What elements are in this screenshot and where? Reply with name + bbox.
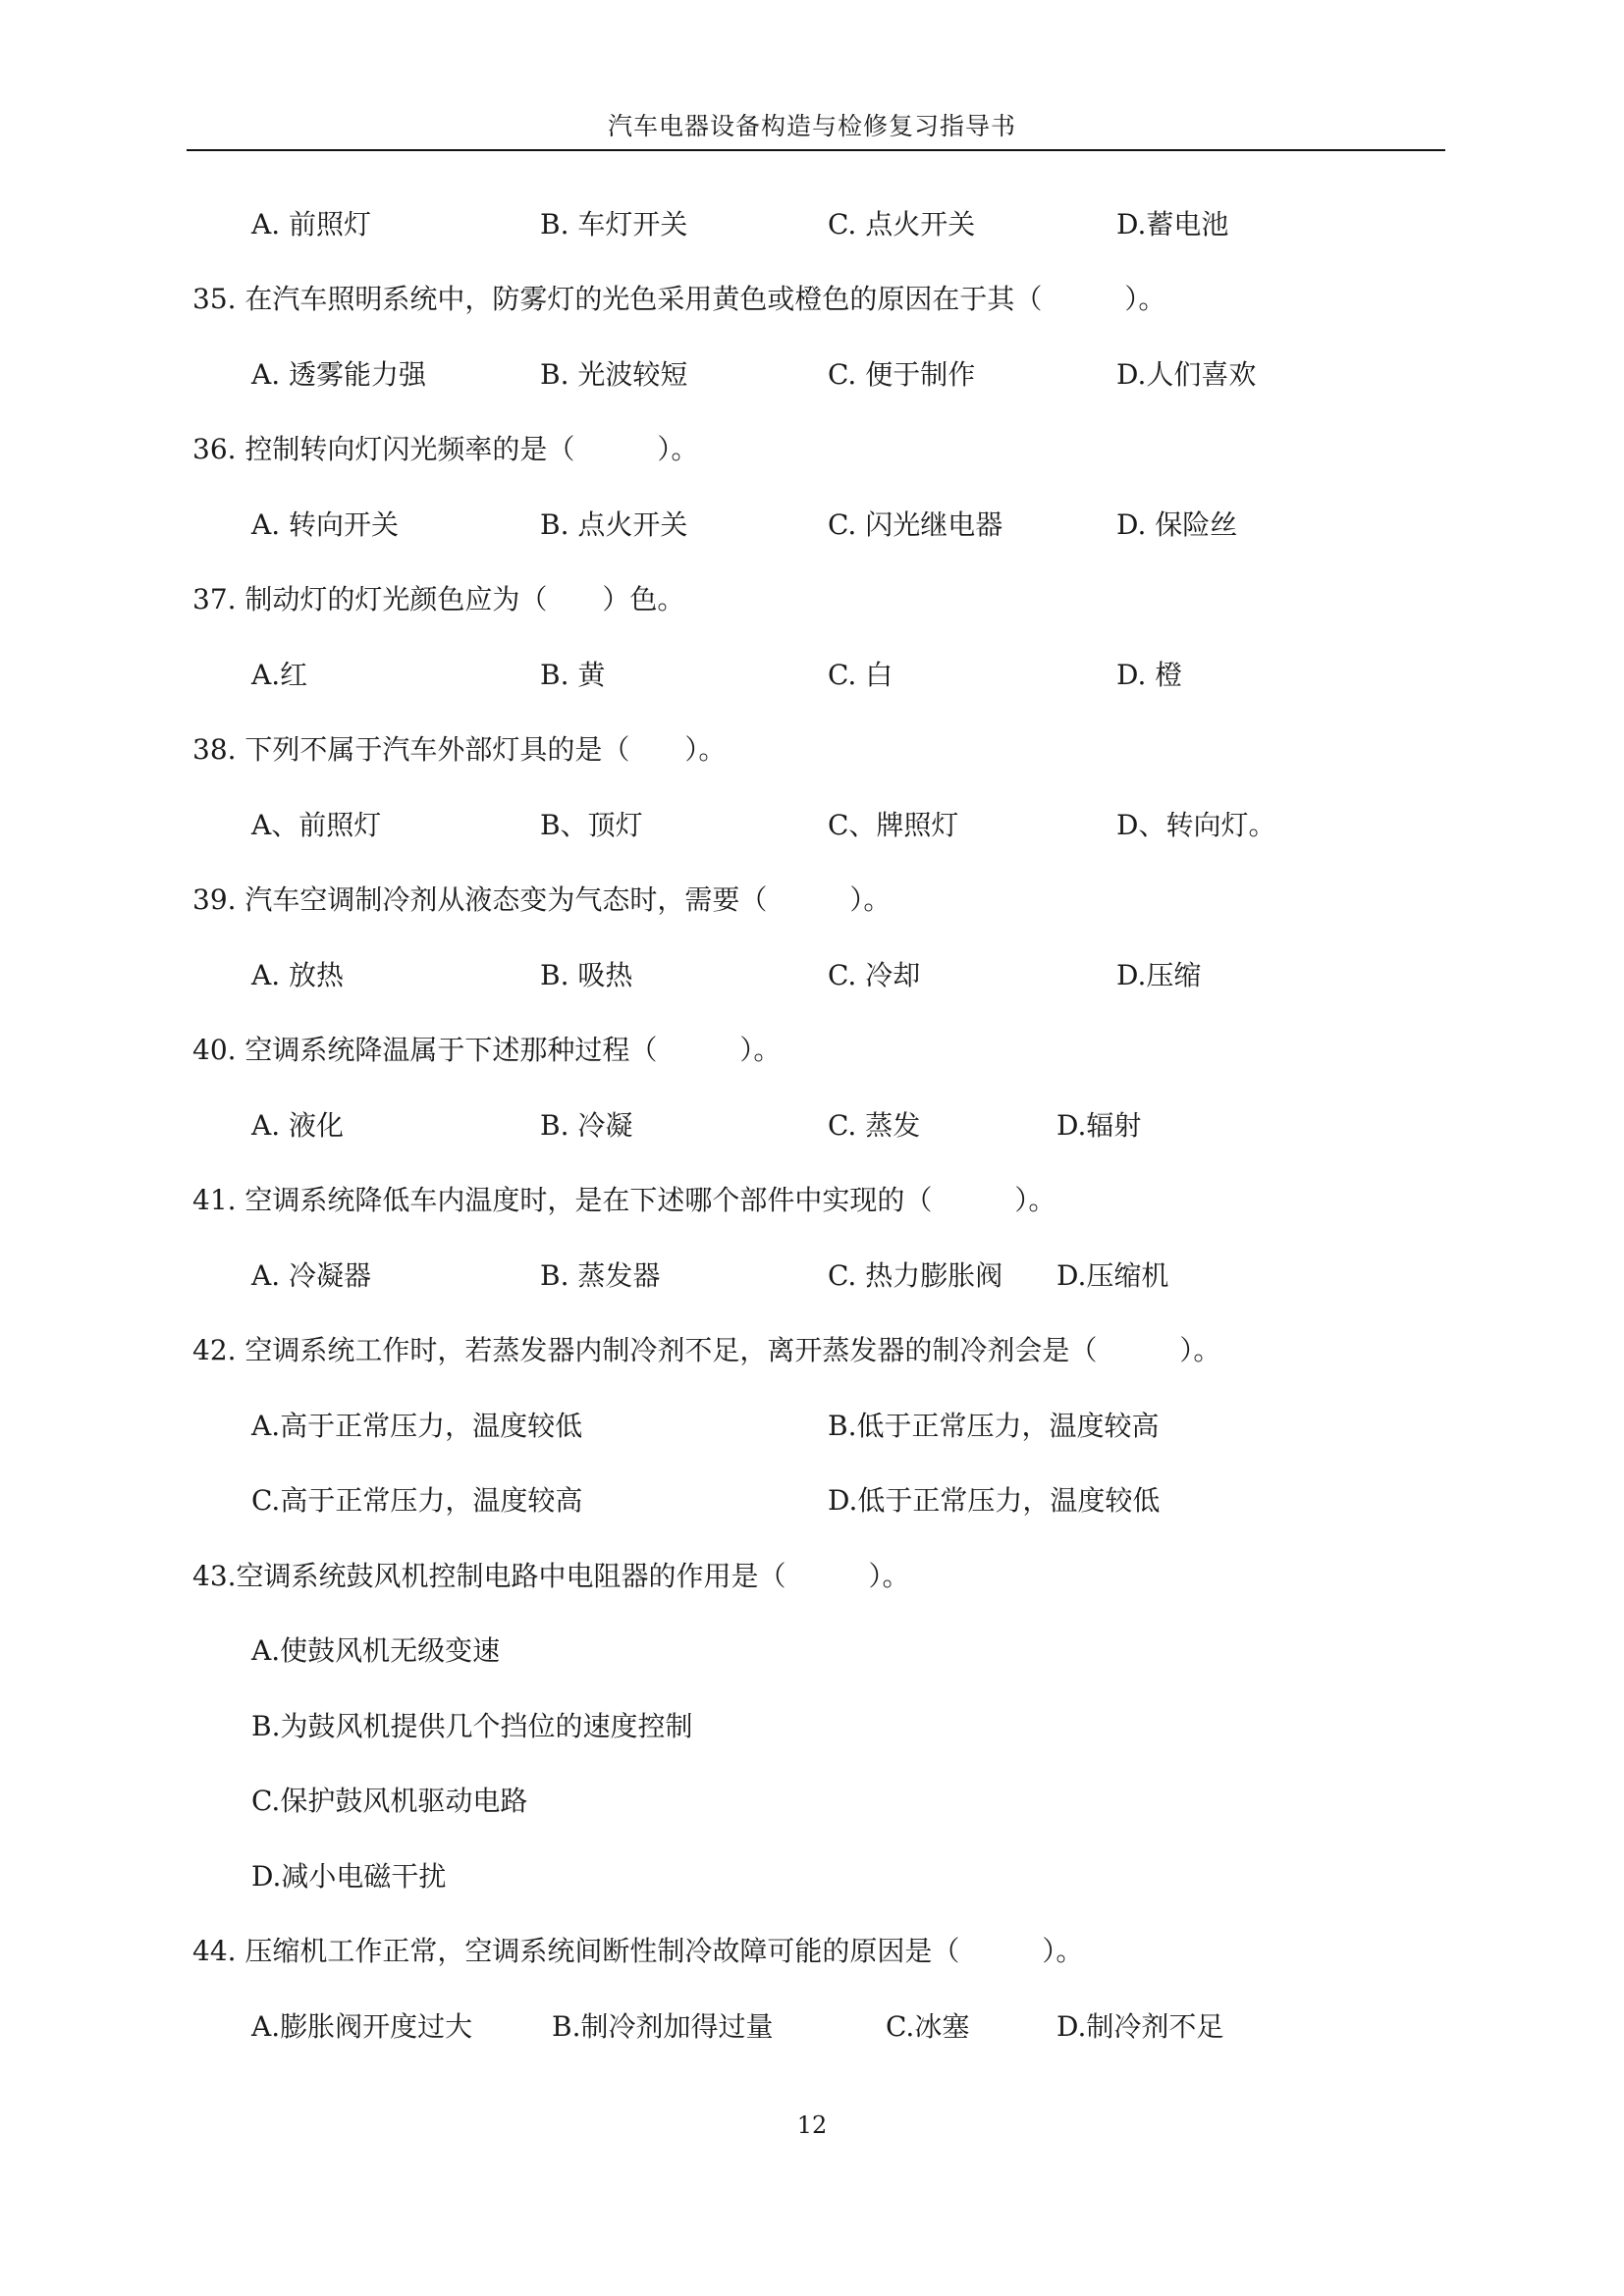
option-a: A.膨胀阀开度过大	[251, 2010, 473, 2043]
option-d: D、转向灯。	[1116, 809, 1276, 841]
option-a: A、前照灯	[251, 809, 382, 841]
option-d: D.压缩	[1116, 959, 1202, 991]
question-43	[0, 1557, 1624, 1596]
option-c: C.冰塞	[886, 2010, 970, 2043]
question-text: 44. 压缩机工作正常，空调系统间断性制冷故障可能的原因是（ ）。	[192, 1935, 1084, 1967]
option-a: A. 前照灯	[251, 208, 372, 240]
option-row-q43-a	[0, 1631, 1624, 1671]
option-d: D.低于正常压力，温度较低	[828, 1484, 1161, 1517]
option-d: D. 橙	[1116, 659, 1183, 691]
option-row-q43-c	[0, 1782, 1624, 1821]
question-40	[0, 1031, 1624, 1070]
option-b: B、顶灯	[540, 809, 643, 841]
page-number: 12	[796, 2111, 828, 2139]
option-c: C. 点火开关	[828, 208, 976, 240]
option-a: A.红	[251, 659, 308, 691]
option-a: A. 透雾能力强	[251, 358, 427, 391]
option-b: B. 黄	[540, 659, 606, 691]
option-c: C. 白	[828, 659, 893, 691]
header-divider	[187, 149, 1445, 151]
option-b: B. 吸热	[540, 959, 633, 991]
question-37	[0, 580, 1624, 619]
option-c: C. 冷却	[828, 959, 921, 991]
option-d: D.人们喜欢	[1116, 358, 1257, 391]
question-text: 42. 空调系统工作时，若蒸发器内制冷剂不足，离开蒸发器的制冷剂会是（ ）。	[192, 1334, 1221, 1366]
option-d: D.蓄电池	[1116, 208, 1229, 240]
question-41	[0, 1181, 1624, 1220]
option-c: C. 热力膨胀阀	[828, 1259, 1003, 1292]
option-a: A. 放热	[251, 959, 345, 991]
option-c: C、牌照灯	[828, 809, 959, 841]
options-row-q36	[0, 506, 1624, 545]
option-b: B. 蒸发器	[540, 1259, 661, 1292]
option-c: C.保护鼓风机驱动电路	[251, 1785, 528, 1817]
question-38	[0, 730, 1624, 770]
option-row-q43-b	[0, 1707, 1624, 1746]
question-35	[0, 280, 1624, 319]
options-row-q40	[0, 1106, 1624, 1146]
option-c: C.高于正常压力，温度较高	[251, 1484, 583, 1517]
option-c: C. 便于制作	[828, 358, 976, 391]
question-text: 41. 空调系统降低车内温度时，是在下述哪个部件中实现的（ ）。	[192, 1184, 1056, 1216]
option-a: A. 冷凝器	[251, 1259, 372, 1292]
option-d: D.减小电磁干扰	[251, 1860, 447, 1893]
question-39	[0, 881, 1624, 920]
question-text: 35. 在汽车照明系统中，防雾灯的光色采用黄色或橙色的原因在于其（ ）。	[192, 283, 1166, 315]
option-b: B.低于正常压力，温度较高	[828, 1410, 1160, 1442]
option-a: A. 液化	[251, 1109, 345, 1142]
option-b: B. 点火开关	[540, 508, 688, 541]
options-row-q42-cd	[0, 1481, 1624, 1521]
option-d: D.压缩机	[1056, 1259, 1169, 1292]
question-text: 40. 空调系统降温属于下述那种过程（ ）。	[192, 1034, 782, 1066]
options-row-q38	[0, 806, 1624, 845]
option-a: A.高于正常压力，温度较低	[251, 1410, 583, 1442]
question-42	[0, 1331, 1624, 1370]
question-text: 37. 制动灯的灯光颜色应为（ ）色。	[192, 583, 685, 615]
document-header-title: 汽车电器设备构造与检修复习指导书	[607, 112, 1016, 140]
option-row-q43-d	[0, 1857, 1624, 1896]
option-d: D.辐射	[1056, 1109, 1142, 1142]
question-text: 39. 汽车空调制冷剂从液态变为气态时，需要（ ）。	[192, 883, 892, 916]
option-a: A. 转向开关	[251, 508, 400, 541]
options-row-q44	[0, 2007, 1624, 2047]
option-d: D.制冷剂不足	[1056, 2010, 1224, 2043]
options-row-q42-ab	[0, 1407, 1624, 1446]
option-b: B. 光波较短	[540, 358, 688, 391]
option-c: C. 闪光继电器	[828, 508, 1003, 541]
question-text: 38. 下列不属于汽车外部灯具的是（ ）。	[192, 733, 727, 766]
option-c: C. 蒸发	[828, 1109, 921, 1142]
option-b: B.为鼓风机提供几个挡位的速度控制	[251, 1710, 693, 1742]
question-text: 43.空调系统鼓风机控制电路中电阻器的作用是（ ）。	[192, 1560, 910, 1592]
options-row-q41	[0, 1256, 1624, 1296]
options-row-q37	[0, 656, 1624, 695]
question-text: 36. 控制转向灯闪光频率的是（ ）。	[192, 433, 699, 465]
option-b: B. 车灯开关	[540, 208, 688, 240]
question-44	[0, 1932, 1624, 1971]
options-row-q34	[0, 205, 1624, 244]
question-36	[0, 430, 1624, 469]
option-b: B. 冷凝	[540, 1109, 633, 1142]
options-row-q39	[0, 956, 1624, 995]
option-a: A.使鼓风机无级变速	[251, 1634, 501, 1667]
option-b: B.制冷剂加得过量	[552, 2010, 774, 2043]
option-d: D. 保险丝	[1116, 508, 1238, 541]
options-row-q35	[0, 355, 1624, 395]
